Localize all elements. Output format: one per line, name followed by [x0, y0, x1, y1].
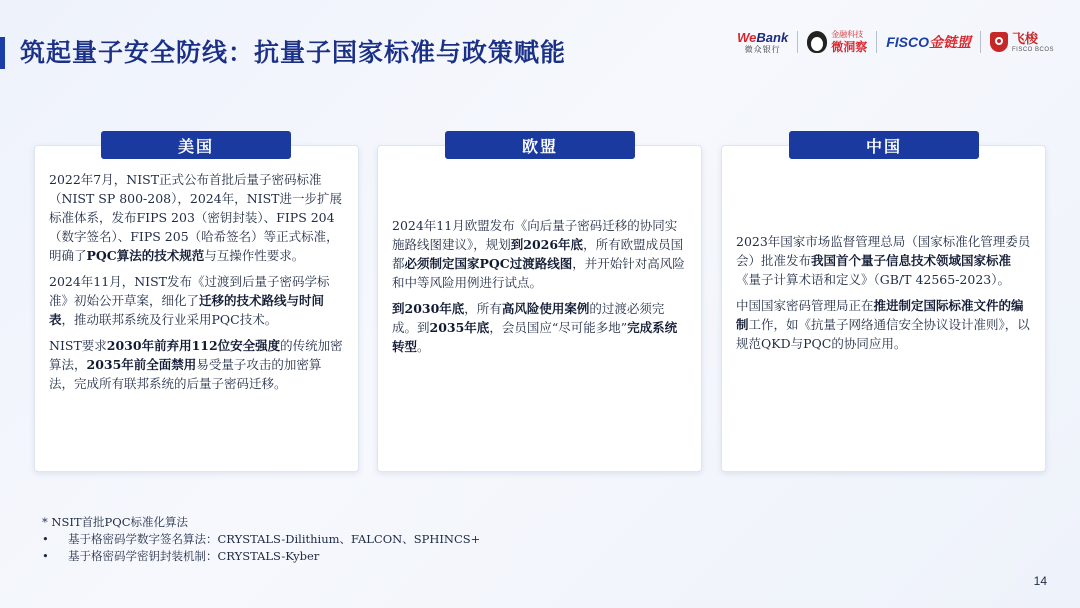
- logo-divider: [797, 31, 798, 53]
- body-text: ，所有欧盟成员国都: [392, 237, 684, 271]
- partner-logos: [737, 28, 1054, 56]
- body-text: 2023年国家市场监督管理总局（国家标准化管理委员会）批准发布: [736, 234, 1031, 268]
- body-text: 的过渡必须完成。到: [392, 301, 665, 335]
- emphasis-text: 2035年底: [429, 320, 490, 335]
- fisco-logo: [886, 32, 971, 52]
- body-text: 与互操作性要求。: [204, 248, 305, 263]
- jinlianmeng-logo-text: 金链盟: [928, 34, 971, 50]
- feiluo-logo: [990, 32, 1054, 53]
- bullet-icon: •: [42, 532, 49, 546]
- webank-logo-subtitle: 微众银行: [744, 44, 781, 54]
- usa-card-body: [49, 170, 346, 400]
- emphasis-text: 推进制定国际标准文件的编制: [736, 298, 1024, 332]
- body-text: 的传统加密算法，: [49, 338, 343, 372]
- title-accent-bar: [0, 37, 5, 69]
- emphasis-text: 完成系统转型: [392, 320, 678, 354]
- body-text: 中国国家密码管理局正在: [736, 298, 874, 313]
- body-text: 易受量子攻击的加密算法，完成所有联邦系统的后量子密码迁移。: [49, 357, 322, 391]
- emphasis-text: 2030年前弃用112位安全强度: [106, 338, 281, 353]
- card-paragraph: [49, 170, 346, 265]
- card-paragraph: [736, 232, 1033, 289]
- emphasis-text: 迁移的技术路线与时间表: [49, 293, 325, 327]
- weidongcha-logo: [807, 31, 867, 53]
- card-paragraph: [736, 296, 1033, 353]
- penguin-icon: [807, 31, 827, 53]
- emphasis-text: 到2026年底: [510, 237, 584, 252]
- china-card: [721, 145, 1046, 472]
- body-text: 工作，如《抗量子网络通信安全协议设计准则》，以规范QKD与PQC的协同应用。: [736, 317, 1030, 351]
- eu-card-body: [392, 216, 689, 363]
- usa-card: [34, 145, 359, 472]
- footnote-heading: * NSIT首批PQC标准化算法: [42, 515, 189, 529]
- feiluo-logo-top: 飞梭: [1011, 30, 1038, 46]
- body-text: NIST要求: [49, 338, 107, 353]
- logo-divider: [980, 31, 981, 53]
- card-paragraph: [49, 272, 346, 329]
- footnote-item-text: 基于格密码学数字签名算法：CRYSTALS-Dilithium、FALCON、SPHINCS+: [68, 532, 481, 546]
- emphasis-text: 2035年前全面禁用: [86, 357, 197, 372]
- bullet-icon: •: [42, 549, 49, 563]
- page-number: 14: [1033, 574, 1047, 588]
- footnote-item: [42, 531, 480, 548]
- webank-logo-we: We: [737, 29, 757, 45]
- weidongcha-logo-top: 金融科技: [831, 30, 864, 39]
- fisco-logo-text: FISCO: [886, 34, 929, 50]
- china-card-header: 中国: [789, 131, 979, 159]
- footnotes: [42, 514, 480, 565]
- body-text: 。: [417, 339, 430, 354]
- emphasis-text: 高风险使用案例: [501, 301, 590, 316]
- emphasis-text: 必须制定国家PQC过渡路线图: [404, 256, 573, 271]
- body-text: 2024年11月欧盟发布《向后量子密码迁移的协同实施路线图建议》，规划: [392, 218, 678, 252]
- body-text: 2022年7月，NIST正式公布首批后量子密码标准（NIST SP 800-208），2024年，NIST进一步扩展标准体系，发布FIPS 203（密钥封装）、FIPS 204（数字签名）、FIPS 205（哈希签名）等正式标准，明确了: [49, 172, 342, 263]
- emphasis-text: 到2030年底: [392, 301, 465, 316]
- logo-divider: [876, 31, 877, 53]
- body-text: ，推动联邦系统及行业采用PQC技术。: [61, 312, 278, 327]
- card-paragraph: [49, 336, 346, 393]
- footnote-item-text: 基于格密码学密钥封装机制：CRYSTALS-Kyber: [68, 549, 320, 563]
- china-card-body: [736, 232, 1033, 360]
- usa-card-header: 美国: [101, 131, 291, 159]
- weidongcha-logo-bottom: 微洞察: [831, 40, 868, 54]
- webank-logo-bank: Bank: [756, 29, 789, 45]
- body-text: ，所有: [464, 301, 502, 316]
- footnote-item: [42, 548, 480, 565]
- body-text: ，会员国应“尽可能多地”: [489, 320, 628, 335]
- eu-card-header: 欧盟: [445, 131, 635, 159]
- feiluo-logo-bottom: FISCO BCOS: [1011, 46, 1054, 53]
- shield-icon: [990, 32, 1008, 52]
- emphasis-text: 我国首个量子信息技术领域国家标准: [811, 253, 1012, 268]
- page-title: 筑起量子安全防线：抗量子国家标准与政策赋能: [20, 38, 567, 67]
- body-text: ，并开始针对高风险和中等风险用例进行试点。: [392, 256, 685, 290]
- webank-logo: [737, 31, 788, 54]
- body-text: 《量子计算术语和定义》（GB/T 42565-2023）。: [736, 272, 1010, 287]
- body-text: 2024年11月，NIST发布《过渡到后量子密码学标准》初始公开草案，细化了: [49, 274, 330, 308]
- eu-card: [377, 145, 702, 472]
- card-paragraph: [392, 216, 689, 292]
- emphasis-text: PQC算法的技术规范: [86, 248, 205, 263]
- card-paragraph: [392, 299, 689, 356]
